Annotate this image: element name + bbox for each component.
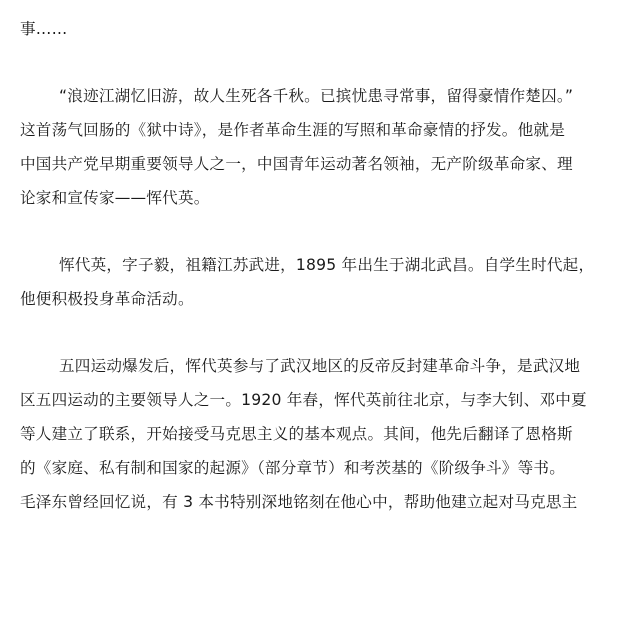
text-line: 这首荡气回肠的《狱中诗》，是作者革命生涯的写照和革命豪情的抒发。他就是 [20, 121, 565, 139]
text-line: 中国共产党早期重要领导人之一，中国青年运动著名领袖，无产阶级革命家、理 [20, 155, 573, 173]
text-line: 事…… [20, 20, 68, 38]
text-line: 他便积极投身革命活动。 [20, 290, 194, 308]
paragraph-continuation [20, 12, 620, 46]
paragraph-may-fourth [20, 349, 620, 519]
text-line: 论家和宣传家——恽代英。 [20, 189, 210, 207]
text-line: 的《家庭、私有制和国家的起源》（部分章节）和考茨基的《阶级争斗》等书。 [20, 459, 565, 477]
text-line: 五四运动爆发后，恽代英参与了武汉地区的反帝反封建革命斗争，是武汉地 [59, 357, 581, 375]
paragraph-poem-intro [20, 79, 620, 215]
text-line: 等人建立了联系，开始接受马克思主义的基本观点。其间，他先后翻译了恩格斯 [20, 425, 573, 443]
text-line: 恽代英，字子毅，祖籍江苏武进，1895 年出生于湖北武昌。自学生时代起， [59, 256, 595, 274]
paragraph-biography [20, 248, 620, 316]
text-line: 区五四运动的主要领导人之一。1920 年春，恽代英前往北京，与李大钊、邓中夏 [20, 391, 587, 409]
text-line: “浪迹江湖忆旧游，故人生死各千秋。已摈忧患寻常事，留得豪情作楚囚。” [59, 87, 574, 105]
article-body [20, 0, 620, 519]
text-line: 毛泽东曾经回忆说，有 3 本书特别深地铭刻在他心中，帮助他建立起对马克思主 [20, 493, 578, 511]
